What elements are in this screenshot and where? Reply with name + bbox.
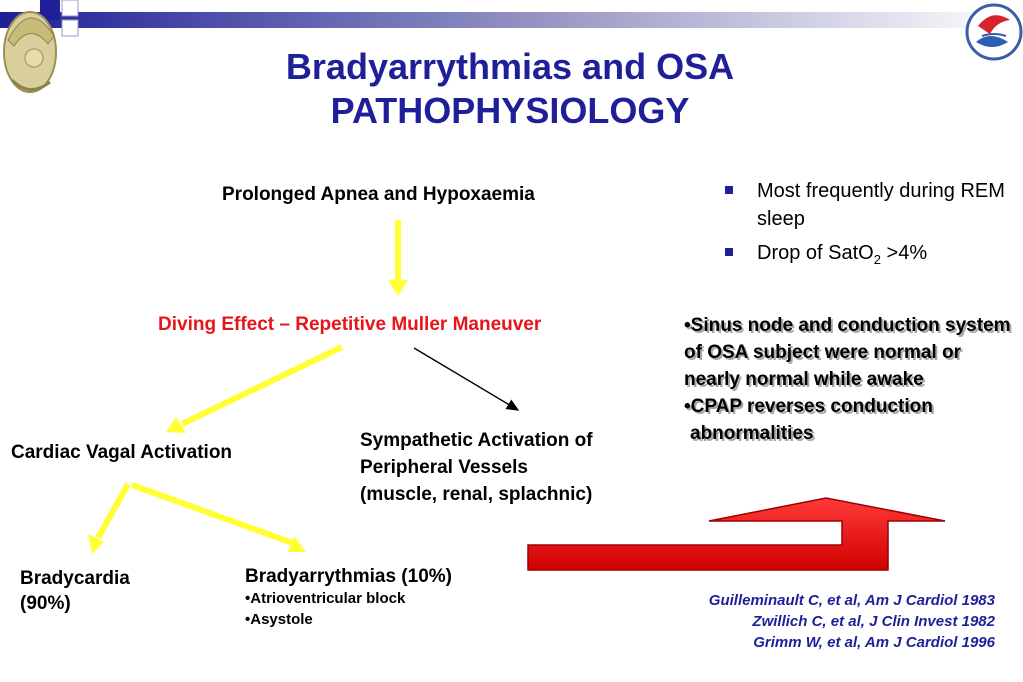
bradyarrythmias-item: •Atrioventricular block [245,590,406,607]
node-sympathetic [360,427,670,508]
reference-item: Zwillich C, et al, J Clin Invest 1982 [752,613,995,630]
square-bullet-icon [725,248,733,256]
arrow-vagal-to-bradycardia [88,484,128,554]
bullet-text-subscript: 2 [873,252,881,267]
reference-item: Guilleminault C, et al, Am J Cardiol 1983 [708,592,995,609]
sympathetic-line-2: Peripheral Vessels [360,457,528,478]
arrow-diving-to-sympathetic [414,348,518,410]
bullet-list [725,177,1015,280]
node-bradyarrythmias [245,566,452,630]
title-line-2: PATHOPHYSIOLOGY [330,90,690,131]
athena-logo [4,12,56,92]
header-square-2 [62,20,78,36]
node-bradycardia [20,566,190,616]
note-sinus-node: •Sinus node and conduction system of OSA subject were normal or nearly normal while awake [684,315,1011,390]
bullet-text-prefix: Drop of SatO [757,242,874,264]
bradyarrythmias-item: •Asystole [245,611,313,628]
reference-item: Grimm W, et al, Am J Cardiol 1996 [753,634,995,651]
page-title [160,45,860,133]
bullet-text: Most frequently during REM sleep [757,180,1005,230]
sympathetic-line-3: (muscle, renal, splachnic) [360,484,593,505]
square-bullet-icon [725,186,733,194]
node-diving-effect: Diving Effect – Repetitive Muller Maneuver [158,314,542,335]
bullet-text-suffix: >4% [880,242,928,264]
arrow-apnea-to-diving [388,220,408,296]
arrow-vagal-to-bradyarrythmias [132,485,306,552]
header-square-3 [62,0,78,16]
sympathetic-line-1: Sympathetic Activation of [360,430,593,451]
header-band [0,12,1023,28]
references [590,590,995,653]
title-line-1: Bradyarrythmias and OSA [285,46,735,87]
arrow-diving-to-vagal [166,347,342,433]
bradycardia-line-1: Bradycardia [20,568,130,589]
bradycardia-line-2: (90%) [20,593,71,614]
note-cpap: •CPAP reverses conduction [684,396,933,417]
note-cpap-cont: abnormalities [690,423,814,444]
emblem-logo [967,5,1021,59]
bradyarrythmias-heading: Bradyarrythmias (10%) [245,566,452,587]
bullet-item [725,239,1015,274]
bullet-item [725,177,1015,233]
red-arrow [528,498,945,570]
node-cardiac-vagal: Cardiac Vagal Activation [11,442,233,463]
node-apnea: Prolonged Apnea and Hypoxaemia [222,184,535,205]
notes-box [684,312,1019,447]
